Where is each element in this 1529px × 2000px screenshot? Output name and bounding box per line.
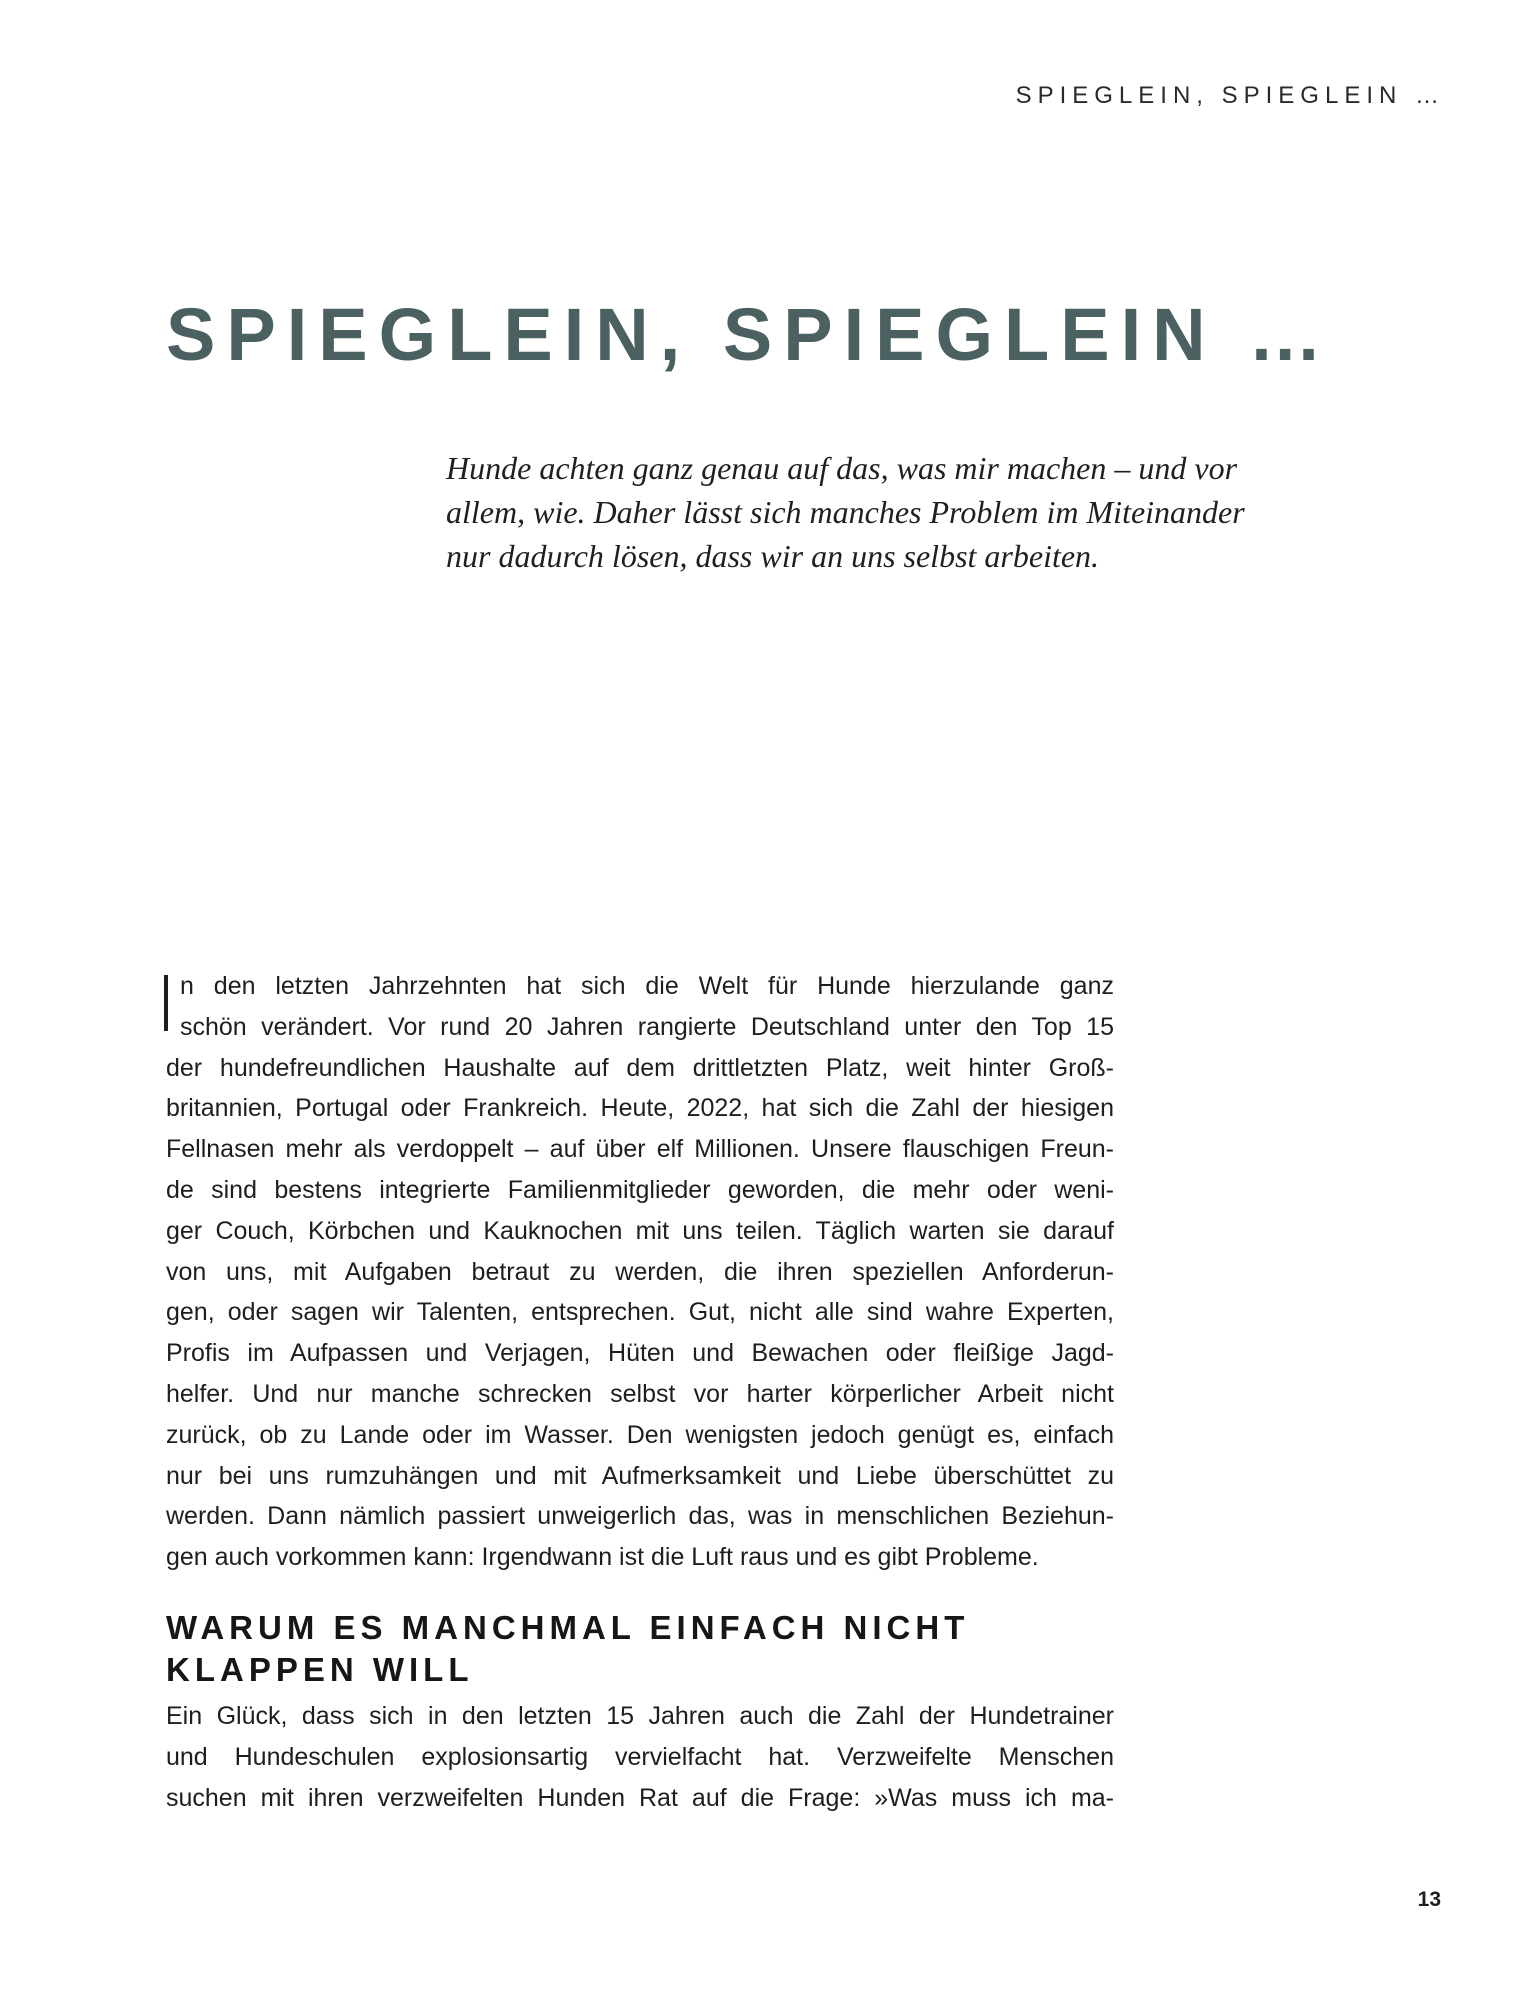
lead-line: allem, wie. Daher lässt sich manches Problem im Miteinander bbox=[446, 494, 1245, 530]
body-line: Profis im Aufpassen und Verjagen, Hüten und Bewachen oder fleißige Jagd- bbox=[166, 1339, 1114, 1368]
body-line: gen, oder sagen wir Talenten, entsprechen. Gut, nicht alle sind wahre Experten, bbox=[166, 1298, 1114, 1327]
section-heading-line: KLAPPEN WILL bbox=[166, 1651, 474, 1688]
body-line: suchen mit ihren verzweifelten Hunden Rat auf die Frage: »Was muss ich ma- bbox=[166, 1783, 1114, 1812]
intro-paragraph bbox=[166, 966, 1114, 1578]
body-line: und Hundeschulen explosionsartig vervielfacht hat. Verzweifelte Menschen bbox=[166, 1742, 1114, 1771]
page-number: 13 bbox=[1417, 1888, 1441, 1911]
body-line: ger Couch, Körbchen und Kauknochen mit uns teilen. Täglich warten sie darauf bbox=[166, 1216, 1114, 1245]
body-line: Ein Glück, dass sich in den letzten 15 Jahren auch die Zahl der Hundetrainer bbox=[166, 1702, 1114, 1730]
section-heading-line: WARUM ES MANCHMAL EINFACH NICHT bbox=[166, 1609, 970, 1646]
body-line: schön verändert. Vor rund 20 Jahren rangierte Deutschland unter den Top 15 bbox=[180, 1012, 1114, 1041]
body-line: helfer. Und nur manche schrecken selbst vor harter körperlicher Arbeit nicht bbox=[166, 1379, 1114, 1408]
section-paragraph bbox=[166, 1696, 1114, 1818]
body-line: Fellnasen mehr als verdoppelt – auf über elf Millionen. Unsere flauschigen Freun- bbox=[166, 1135, 1114, 1164]
body-line: zurück, ob zu Lande oder im Wasser. Den wenigsten jedoch genügt es, einfach bbox=[166, 1420, 1114, 1449]
body-line: werden. Dann nämlich passiert unweigerlich das, was in menschlichen Beziehun- bbox=[166, 1502, 1114, 1531]
body-line: n den letzten Jahrzehnten hat sich die Welt für Hunde hierzulande ganz bbox=[180, 972, 1114, 1000]
lead-paragraph bbox=[446, 446, 1326, 578]
body-line: gen auch vorkommen kann: Irgendwann ist die Luft raus und es gibt Probleme. bbox=[166, 1543, 1039, 1572]
body-line: de sind bestens integrierte Familienmitglieder geworden, die mehr oder weni- bbox=[166, 1175, 1114, 1204]
body-line: britannien, Portugal oder Frankreich. Heute, 2022, hat sich die Zahl der hiesigen bbox=[166, 1094, 1114, 1123]
chapter-title: SPIEGLEIN, SPIEGLEIN … bbox=[166, 293, 1334, 376]
running-header: SPIEGLEIN, SPIEGLEIN … bbox=[1015, 82, 1445, 109]
lead-line: nur dadurch lösen, dass wir an uns selbst arbeiten. bbox=[446, 538, 1100, 574]
section-heading bbox=[166, 1607, 969, 1691]
lead-line: Hunde achten ganz genau auf das, was mir machen – und vor bbox=[446, 450, 1238, 486]
body-line: der hundefreundlichen Haushalte auf dem drittletzten Platz, weit hinter Groß- bbox=[166, 1053, 1114, 1082]
body-line: von uns, mit Aufgaben betraut zu werden, die ihren speziellen Anforderun- bbox=[166, 1257, 1114, 1286]
body-line: nur bei uns rumzuhängen und mit Aufmerksamkeit und Liebe überschüttet zu bbox=[166, 1461, 1114, 1490]
